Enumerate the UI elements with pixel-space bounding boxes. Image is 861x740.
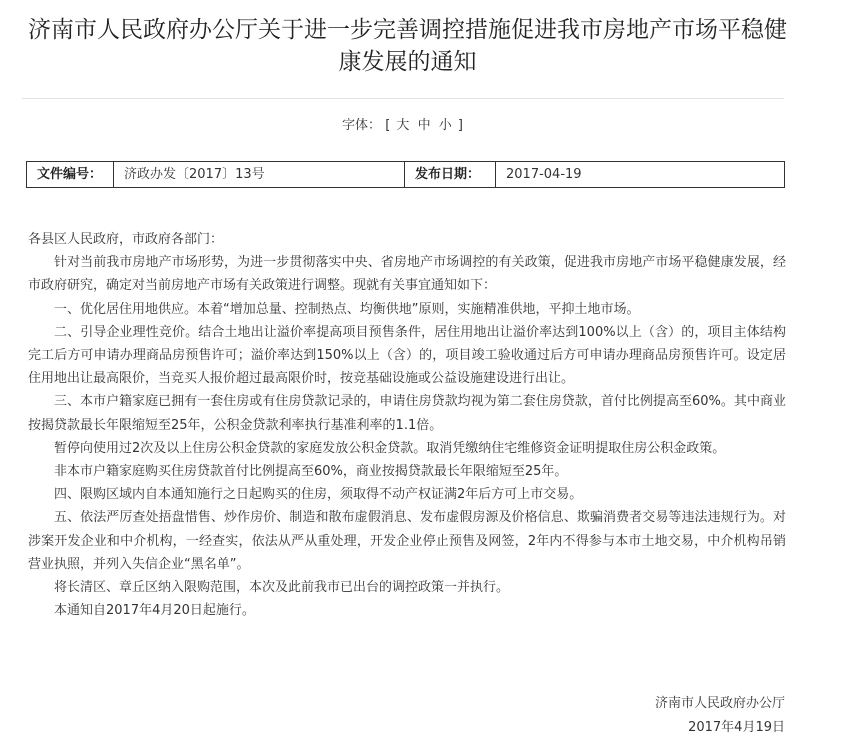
publish-date-value: 2017-04-19: [506, 167, 582, 182]
signature-block: [655, 692, 785, 740]
body-paragraph: 五、依法严厉查处捂盘惜售、炒作房价、制造和散布虚假消息、发布虚假房源及价格信息、欺骗消费者交易等违法违规行为。对涉案开发企业和中介机构，一经查实，依法从严从重处理，开发企业停止预售及网签，2年内不得参与本市土地交易，中介机构吊销营业执照，并列入失信企业“黑名单”。: [28, 510, 786, 572]
document-body: [28, 228, 786, 622]
font-size-close-bracket: ]: [457, 118, 463, 133]
body-paragraph: 一、优化居住用地供应。本着“增加总量、控制热点、均衡供地”原则，实施精准供地，平抑土地市场。: [54, 301, 640, 317]
body-paragraph: 本通知自2017年4月20日起施行。: [54, 603, 255, 619]
body-paragraph: 四、限购区域内自本通知施行之日起购买的住房，须取得不动产权证满2年后方可上市交易。: [54, 487, 583, 503]
doc-number-value: 济政办发〔2017〕13号: [114, 162, 405, 187]
font-size-small-link[interactable]: 小: [438, 118, 452, 133]
body-paragraph: 针对当前我市房地产市场形势，为进一步贯彻落实中央、省房地产市场调控的有关政策，促进我市房地产市场平稳健康发展，经市政府研究，确定对当前房地产市场有关政策进行调整。现就有关事宜通知如下：: [28, 255, 786, 294]
font-size-control: [0, 117, 805, 135]
font-size-label: 字体：: [342, 118, 382, 133]
title-divider: [22, 98, 784, 99]
font-size-open-bracket: [: [385, 118, 391, 133]
publish-date-label: 发布日期：: [405, 162, 496, 187]
body-paragraph: 将长清区、章丘区纳入限购范围，本次及此前我市已出台的调控政策一并执行。: [54, 580, 510, 596]
issue-date: 2017年4月19日: [688, 720, 785, 735]
document-meta-table: [26, 161, 785, 188]
document-title: 济南市人民政府办公厅关于进一步完善调控措施促进我市房地产市场平稳健康发展的通知: [28, 17, 787, 75]
body-paragraph: 暂停向使用过2次及以上住房公积金贷款的家庭发放公积金贷款。取消凭缴纳住宅维修资金证明提取住房公积金政策。: [54, 440, 726, 456]
body-paragraph: 三、本市户籍家庭已拥有一套住房或有住房贷款记录的，申请住房贷款均视为第二套住房贷款，首付比例提高至60%。其中商业按揭贷款最长年限缩短至25年，公积金贷款利率执行基准利率的1.1倍。: [28, 394, 786, 433]
body-paragraph: 二、引导企业理性竞价。结合土地出让溢价率提高项目预售条件，居住用地出让溢价率达到100%以上（含）的，项目主体结构完工后方可申请办理商品房预售许可；溢价率达到150%以上（含）的，项目竣工验收通过后方可申请办理商品房预售许可。设定居住用地出让最高限价，当竞买人报价超过最高限价时，按竞基础设施或公益设施建设进行出让。: [28, 324, 786, 387]
body-paragraph: 非本市户籍家庭购买住房贷款首付比例提高至60%，商业按揭贷款最长年限缩短至25年。: [54, 464, 568, 480]
salutation: 各县区人民政府，市政府各部门：: [28, 232, 224, 247]
font-size-medium-link[interactable]: 中: [417, 118, 431, 133]
issuer-name: 济南市人民政府办公厅: [654, 696, 785, 711]
doc-number-label: 文件编号：: [27, 162, 114, 187]
font-size-large-link[interactable]: 大: [396, 118, 410, 133]
